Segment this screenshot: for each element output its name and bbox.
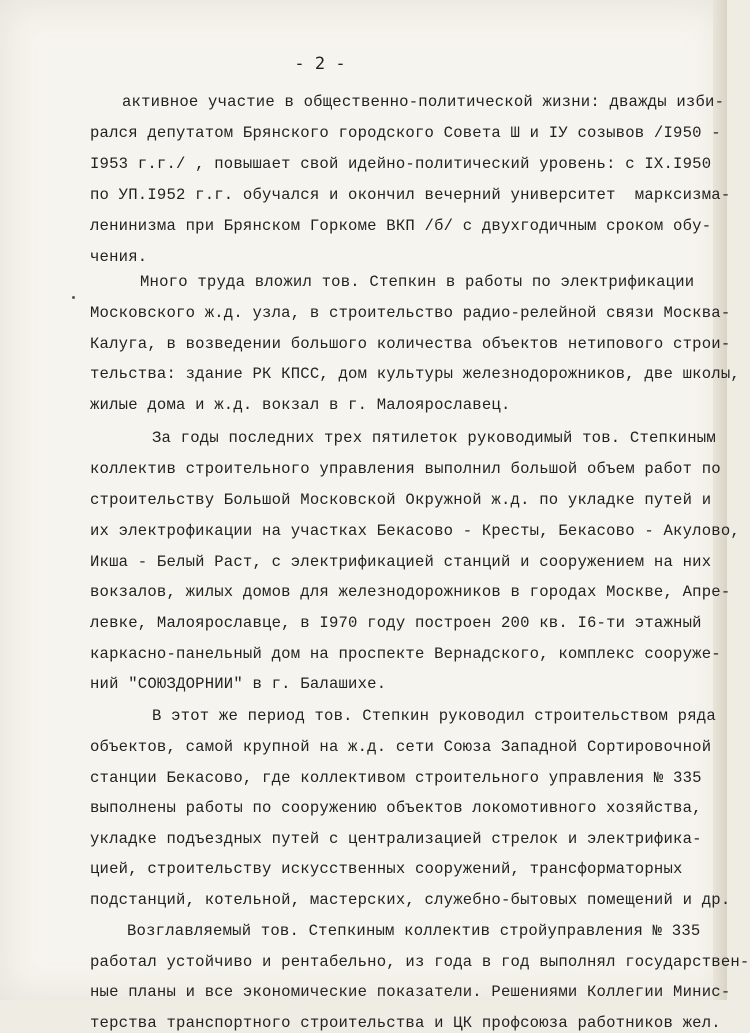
text-line: Возглавляемый тов. Степкиным коллектив стройуправления № 335: [127, 922, 701, 940]
text-line: выполнены работы по сооружению объектов локомотивного хозяйства,: [90, 799, 702, 817]
text-line: активное участие в общественно-политической жизни: дважды изби-: [122, 93, 725, 111]
text-line: ные планы и все экономические показатели. Решениями Коллегии Минис-: [90, 983, 731, 1001]
text-line: их электрофикации на участках Бекасово - Кресты, Бекасово - Акулово,: [90, 522, 740, 540]
text-line: вокзалов, жилых домов для железнодорожников в городах Москве, Апре-: [90, 583, 731, 601]
paper-speck: [72, 296, 75, 299]
text-line: объектов, самой крупной на ж.д. сети Союза Западной Сортировочной: [90, 738, 712, 756]
text-line: левке, Малоярославце, в I970 году построен 200 кв. I6-ти этажный: [90, 614, 702, 632]
text-line: ленинизма при Брянском Горкоме ВКП /б/ с двухгодичным сроком обу-: [90, 217, 712, 235]
text-line: В этот же период тов. Степкин руководил строительством ряда: [152, 707, 716, 725]
text-line: работал устойчиво и рентабельно, из года в год выполнял государствен-: [90, 953, 750, 971]
text-line: I953 г.г./ , повышает свой идейно-политический уровень: с IX.I950: [90, 155, 712, 173]
text-line: Московского ж.д. узла, в строительство радио-релейной связи Москва-: [90, 304, 731, 322]
text-line: цией, строительству искусственных сооружений, трансформаторных: [90, 860, 683, 878]
text-line: терства транспортного строительства и ЦК профсоюза работников жел.: [90, 1014, 721, 1032]
text-line: Много труда вложил тов. Степкин в работы по электрификации: [140, 273, 695, 291]
text-line: чения.: [90, 248, 148, 266]
text-line: укладке подъездных путей с централизацией стрелок и электрифика-: [90, 830, 702, 848]
text-line: рался депутатом Брянского городского Совета Ш и IУ созывов /I950 -: [90, 124, 721, 142]
text-line: Икша - Белый Раст, с электрификацией станций и сооружением на них: [90, 553, 712, 571]
text-line: ний "СОЮЗДОРНИИ" в г. Балашихе.: [90, 675, 387, 693]
text-line: Калуга, в возведении большого количества объектов нетипового строи-: [90, 335, 731, 353]
text-line: жилые дома и ж.д. вокзал в г. Малоярославец.: [90, 396, 511, 414]
text-line: станции Бекасово, где коллективом строительного управления № 335: [90, 769, 702, 787]
text-line: по УП.I952 г.г. обучался и окончил вечерний университет марксизма-: [90, 186, 731, 204]
text-line: строительству Большой Московской Окружной ж.д. по укладке путей и: [90, 491, 712, 509]
text-line: тельства: здание РК КПСС, дом культуры железнодорожников, две школы,: [90, 365, 740, 383]
paper-edge: [713, 0, 727, 1000]
text-line: подстанций, котельной, мастерских, служебно-бытовых помещений и др.: [90, 891, 731, 909]
text-line: За годы последних трех пятилеток руководимый тов. Степкиным: [152, 429, 716, 447]
page-number: - 2 -: [294, 54, 346, 74]
text-line: каркасно-панельный дом на проспекте Вернадского, комплекс сооруже-: [90, 645, 721, 663]
text-line: коллектив строительного управления выполнил большой объем работ по: [90, 460, 721, 478]
